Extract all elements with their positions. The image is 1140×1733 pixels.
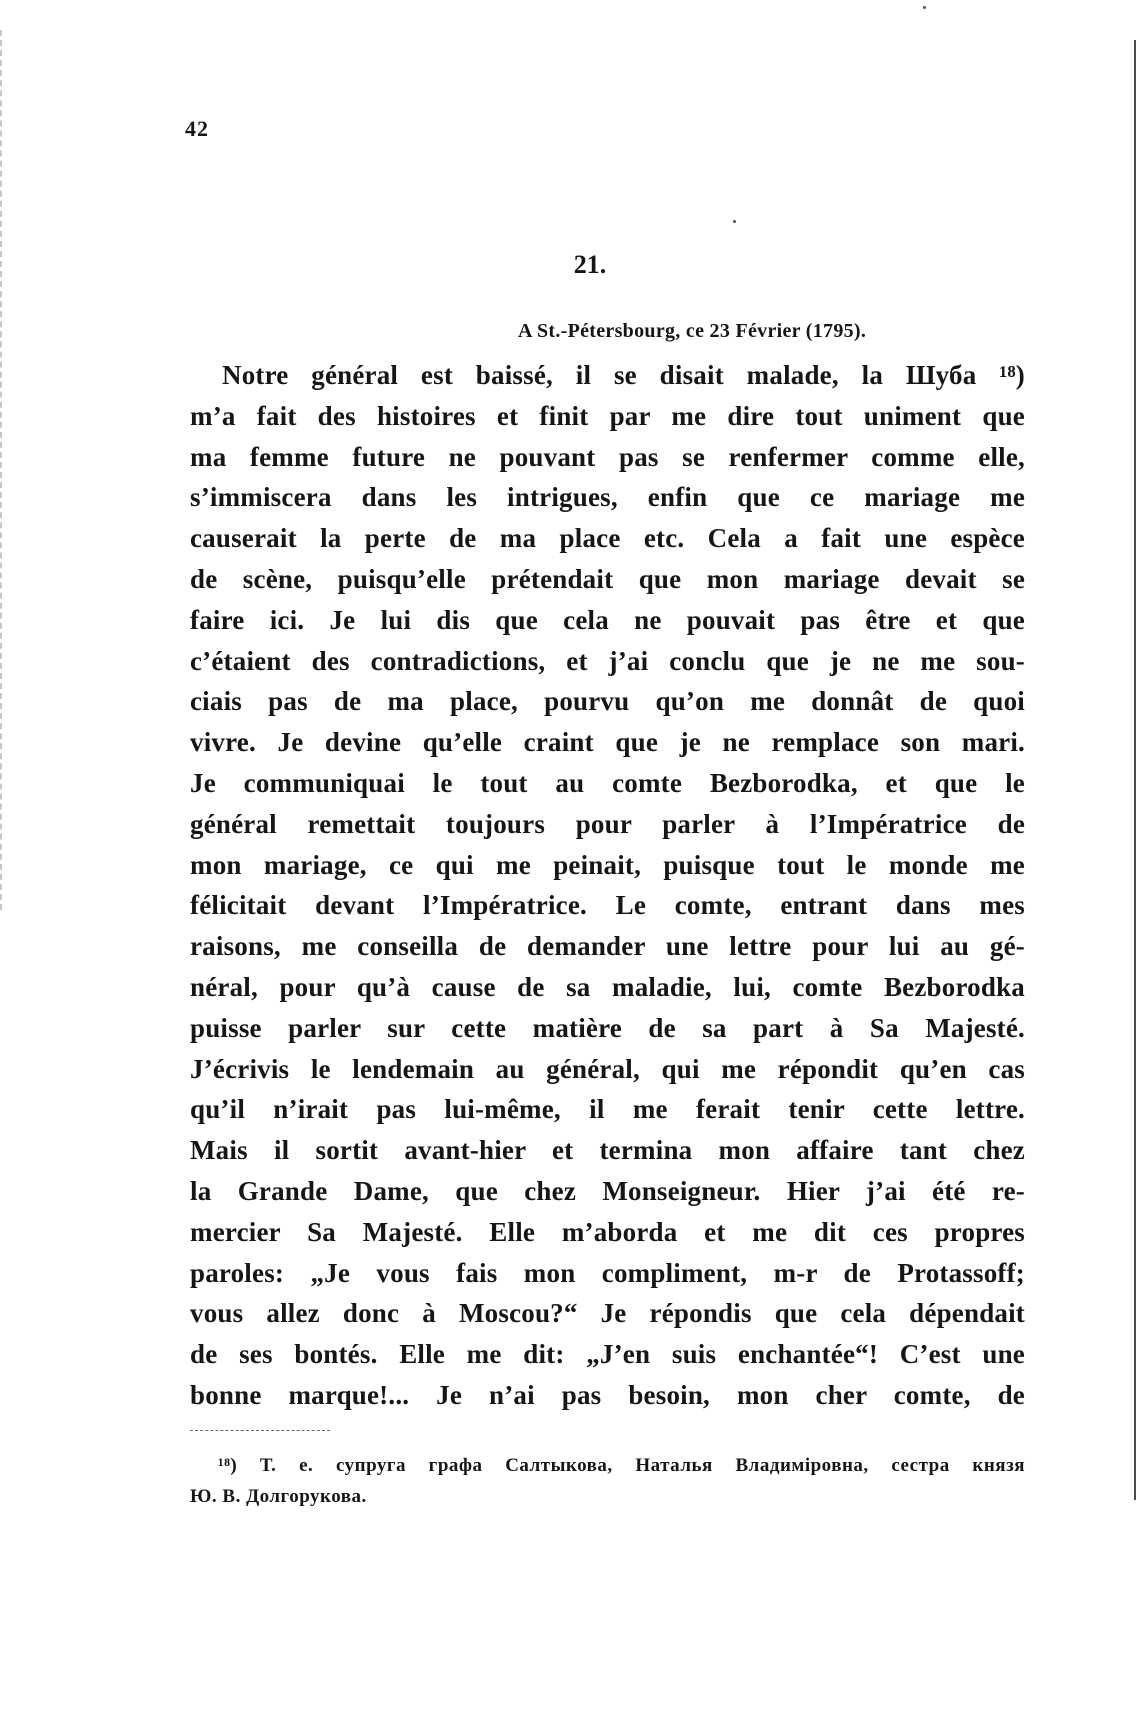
body-line: vivre. Je devine qu’elle craint que je ne remplace son mari. — [190, 727, 1025, 758]
body-line: Je communiquai le tout au comte Bezborodka, et que le — [190, 767, 1025, 798]
body-line: de scène, puisqu’elle prétendait que mon mariage devait se — [190, 563, 1025, 594]
body-line: m’a fait des histoires et finit par me dire tout uniment que — [190, 400, 1025, 431]
body-line: Mais il sortit avant-hier et termina mon affaire tant chez — [190, 1135, 1025, 1166]
body-line: c’étaient des contradictions, et j’ai conclu que je ne me sou- — [190, 645, 1025, 676]
body-line: raisons, me conseilla de demander une lettre pour lui au gé- — [190, 931, 1025, 962]
body-line: mon mariage, ce qui me peinait, puisque tout le monde me — [190, 849, 1025, 880]
footnote — [190, 1450, 1025, 1512]
body-line: général remettait toujours pour parler à l’Impératrice de — [190, 808, 1025, 839]
footnote-rule — [190, 1430, 330, 1431]
scan-speck — [733, 220, 736, 223]
body-line: J’écrivis le lendemain au général, qui me répondit qu’en cas — [190, 1053, 1025, 1084]
body-line: mercier Sa Majesté. Elle m’aborda et me dit ces propres — [190, 1216, 1025, 1247]
body-line: qu’il n’irait pas lui-même, il me ferait tenir cette lettre. — [190, 1094, 1025, 1125]
body-line: la Grande Dame, que chez Monseigneur. Hier j’ai été re- — [190, 1175, 1025, 1206]
footnote-line: ¹⁸) Т. е. супруга графа Салтыкова, Наталья Владиміровна, сестра князя — [218, 1455, 1025, 1476]
body-line: félicitait devant l’Impératrice. Le comte, entrant dans mes — [190, 890, 1025, 921]
letter-body — [190, 355, 1025, 1416]
body-line: causerait la perte de ma place etc. Cela a fait une espèce — [190, 523, 1025, 554]
body-line: néral, pour qu’à cause de sa maladie, lui, comte Bezborodka — [190, 971, 1025, 1002]
body-line: faire ici. Je lui dis que cela ne pouvait pas être et que — [190, 604, 1025, 635]
body-line: puisse parler sur cette matière de sa part à Sa Majesté. — [190, 1012, 1025, 1043]
body-line: ma femme future ne pouvant pas se renfermer comme elle, — [190, 441, 1025, 472]
body-line: de ses bontés. Elle me dit: „J’en suis enchantée“! C’est une — [190, 1339, 1025, 1370]
body-line: ciais pas de ma place, pourvu qu’on me donnât de quoi — [190, 686, 1025, 717]
body-line: Notre général est baissé, il se disait malade, la Шуба ¹⁸) — [222, 360, 1025, 390]
body-line: bonne marque!... Je n’ai pas besoin, mon cher comte, de — [190, 1379, 1025, 1410]
body-line: paroles: „Je vous fais mon compliment, m-r de Protassoff; — [190, 1257, 1025, 1288]
scan-edge-left — [0, 30, 5, 910]
scan-speck — [923, 6, 926, 9]
letter-number: 21. — [573, 250, 607, 279]
body-line: vous allez donc à Moscou?“ Je répondis que cela dépendait — [190, 1298, 1025, 1329]
page-number: 42 — [185, 116, 209, 141]
footnote-line: Ю. В. Долгорукова. — [190, 1486, 367, 1507]
body-line: s’immiscera dans les intrigues, enfin que ce mariage me — [190, 482, 1025, 513]
dateline: A St.-Pétersbourg, ce 23 Février (1795). — [518, 320, 867, 342]
